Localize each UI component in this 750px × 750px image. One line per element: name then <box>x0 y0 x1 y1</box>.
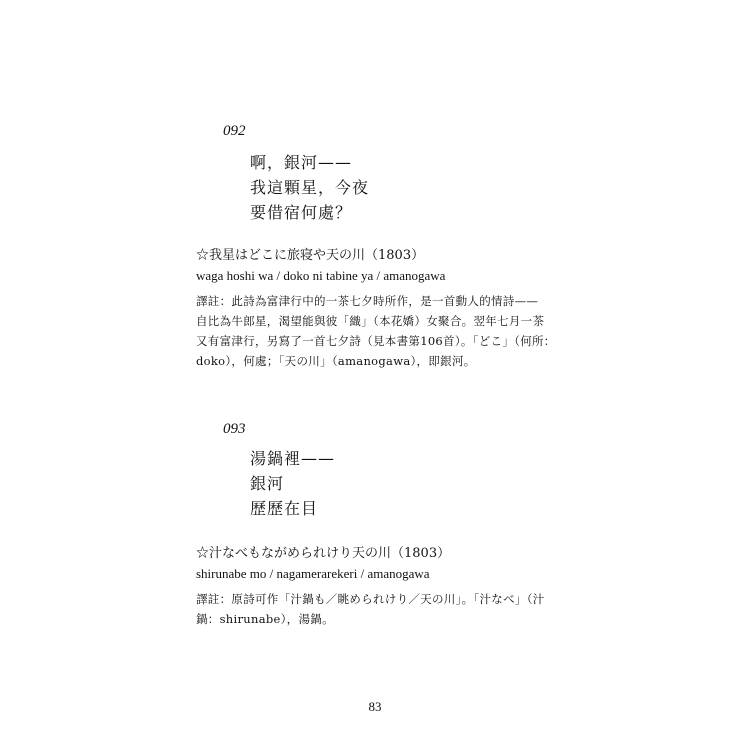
haiku-number: 092 <box>223 123 246 139</box>
poem-line: 歷歷在目 <box>250 499 319 518</box>
original-haiku: ☆汁なべもながめられけり天の川（1803） <box>196 546 451 561</box>
page-number: 83 <box>368 699 382 714</box>
poem-line: 啊，銀河—— <box>250 153 353 172</box>
romanization: shirunabe mo / nagamerarekeri / amanogawa <box>196 566 430 581</box>
poem-line: 我這顆星，今夜 <box>250 178 370 197</box>
translator-note-line: 譯註：此詩為富津行中的一茶七夕時所作，是一首動人的情詩—— <box>196 294 539 308</box>
poem-line: 銀河 <box>250 474 285 493</box>
translator-note-line: 鍋：shirunabe），湯鍋。 <box>196 612 334 626</box>
translator-note-line: 又有富津行，另寫了一首七夕詩（見本書第106首）。「どこ」（何所： <box>196 334 556 348</box>
translator-note-line: 自比為牛郎星，渴望能與彼「織」（本花嬌）女聚合。翌年七月一茶 <box>196 314 545 328</box>
romanization: waga hoshi wa / doko ni tabine ya / amanogawa <box>196 268 446 283</box>
poem-line: 湯鍋裡—— <box>250 449 336 468</box>
original-haiku: ☆我星はどこに旅寝や天の川（1803） <box>196 248 425 263</box>
translator-note-line: 譯註：原詩可作「汁鍋も／眺められけり／天の川」。「汁なべ」（汁 <box>196 592 545 606</box>
poem-line: 要借宿何處？ <box>250 203 353 222</box>
translator-note-line: doko），何處；「天の川」（amanogawa），即銀河。 <box>196 354 476 368</box>
haiku-number: 093 <box>223 421 246 437</box>
